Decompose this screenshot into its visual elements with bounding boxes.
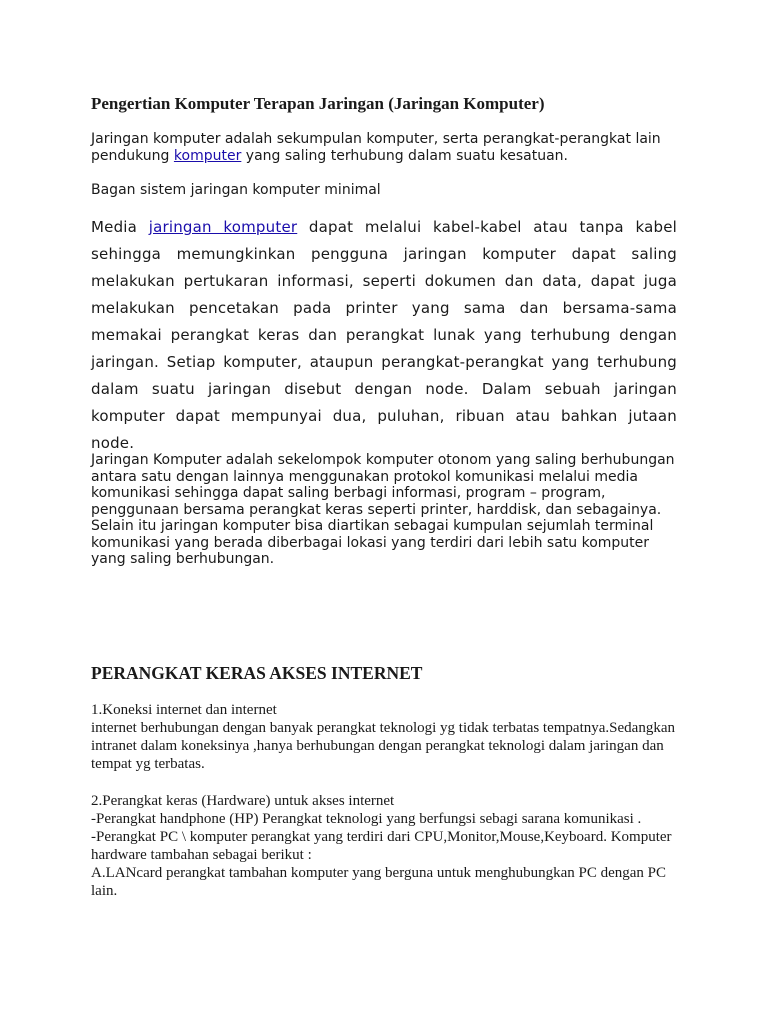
definition-line: penggunaan bersama perangkat keras seperti printer, harddisk, dan sebagainya. [91, 501, 662, 518]
definition-line: antara satu dengan lainnya menggunakan protokol komunikasi melalui media [91, 468, 638, 485]
komputer-link[interactable]: komputer [173, 147, 242, 164]
definition-line: komunikasi yang berada diberbagai lokasi yang terdiri dari lebih satu komputer [91, 534, 650, 551]
intro-paragraph [91, 131, 679, 164]
item-2-line: lain. [91, 883, 118, 899]
item-2-line: -Perangkat PC \ komputer perangkat yang terdiri dari CPU,Monitor,Mouse,Keyboard. Komputer [91, 829, 672, 845]
item-1-heading: 1.Koneksi internet dan internet [91, 702, 277, 718]
definition-line: komunikasi sehingga dapat saling berbagi informasi, program – program, [91, 485, 606, 501]
definition-paragraph [91, 452, 681, 568]
section-title: PERANGKAT KERAS AKSES INTERNET [91, 663, 423, 683]
item-2-line: hardware tambahan sebagai berikut : [91, 847, 312, 863]
definition-line: yang saling berhubungan. [91, 551, 275, 567]
item-1-line: intranet dalam koneksinya ,hanya berhubungan dengan perangkat teknologi dalam jaringan dan [91, 738, 664, 754]
item-1-line: tempat yg terbatas. [91, 756, 205, 772]
media-text-before: Media [91, 218, 149, 236]
intro-text-before: Jaringan komputer adalah sekumpulan komputer, serta perangkat-perangkat lain pendukung [91, 131, 661, 164]
jaringan-komputer-link[interactable]: jaringan komputer [148, 218, 298, 236]
intro-text-after: yang saling terhubung dalam suatu kesatuan. [241, 147, 568, 164]
definition-line: Selain itu jaringan komputer bisa diartikan sebagai kumpulan sejumlah terminal [91, 518, 654, 534]
page-title: Pengertian Komputer Terapan Jaringan (Jaringan Komputer) [91, 94, 545, 113]
media-text-after: dapat melalui kabel-kabel atau tanpa kabel sehingga memungkinkan pengguna jaringan komputer dapat saling melakukan pertukaran informasi, seperti dokumen dan data, dapat juga melakukan pencetakan pada printer yang sama dan bersama-sama memakai perangkat keras dan perangkat lunak yang terhubung dengan jaringan. Setiap komputer, ataupun perangkat-perangkat yang terhubung dalam suatu jaringan disebut dengan node. Dalam sebuah jaringan komputer dapat mempunyai dua, puluhan, ribuan atau bahkan jutaan node. [91, 218, 677, 452]
item-1-paragraph [91, 701, 679, 773]
item-2-line: A.LANcard perangkat tambahan komputer yang berguna untuk menghubungkan PC dengan PC [91, 865, 667, 881]
definition-line: Jaringan Komputer adalah sekelompok komputer otonom yang saling berhubungan [91, 452, 675, 468]
item-2-heading: 2.Perangkat keras (Hardware) untuk akses internet [91, 793, 395, 809]
media-paragraph [91, 214, 677, 457]
item-1-line: internet berhubungan dengan banyak perangkat teknologi yg tidak terbatas tempatnya.Sedangkan [91, 720, 675, 736]
item-2-line: -Perangkat handphone (HP) Perangkat teknologi yang berfungsi sebagi sarana komunikasi . [91, 811, 642, 827]
bagan-caption: Bagan sistem jaringan komputer minimal [91, 182, 381, 198]
item-2-paragraph [91, 792, 679, 900]
